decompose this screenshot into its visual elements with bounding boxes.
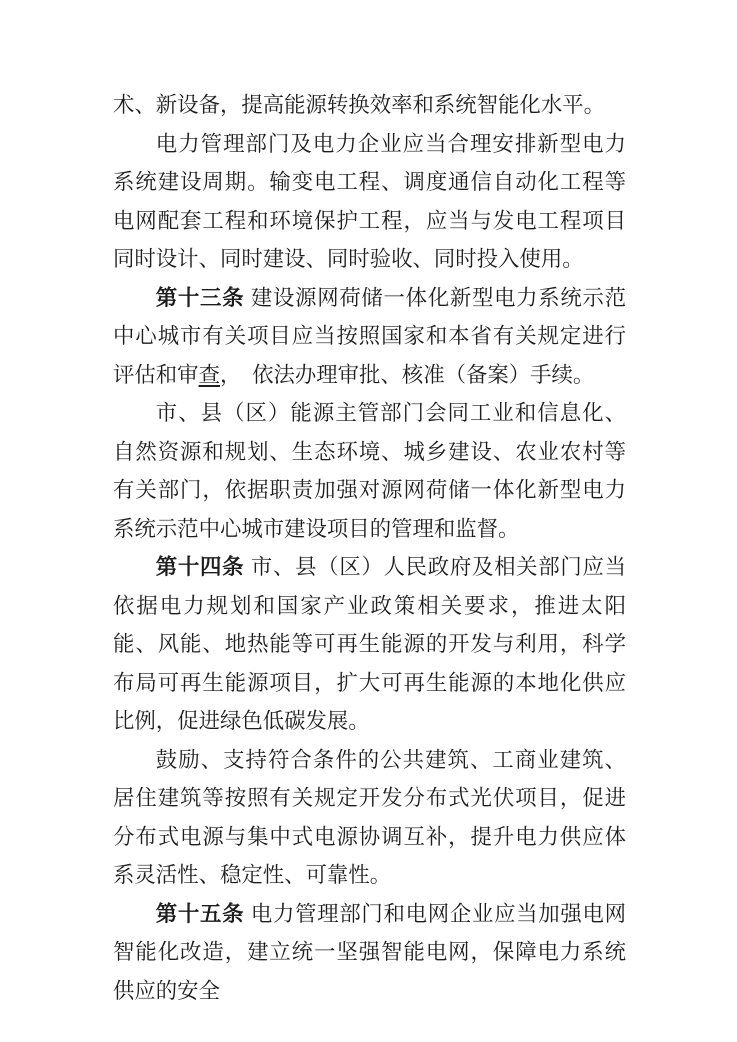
underlined-text: 查 <box>198 362 220 387</box>
article-number: 第十五条 <box>155 901 245 926</box>
paragraph <box>113 394 626 548</box>
document-text <box>113 86 626 1010</box>
article-14-paragraph <box>113 548 626 741</box>
continuation-paragraph <box>113 86 626 125</box>
text-run: ， 依法办理审批、核准（备案）手续。 <box>219 362 595 387</box>
text-run: 建设源网荷储一体化新型电力系统示范中心城市有关项目应当按照国家和本省有关规定进行评估和审 <box>113 285 626 387</box>
text-run: 电力管理部门和电网企业应当加强电网智能化改造，建立统一坚强智能电网，保障电力系统供应的安全 <box>113 901 626 1003</box>
article-number: 第十三条 <box>155 285 245 310</box>
article-number: 第十四条 <box>155 555 245 579</box>
article-13-paragraph <box>113 279 626 395</box>
paragraph <box>113 125 626 279</box>
text-run: 鼓励、支持符合条件的公共建筑、工商业建筑、居住建筑等按照有关规定开发分布式光伏项目，促进分布式电源与集中式电源协调互补，提升电力供应体系灵活性、稳定性、可靠性。 <box>113 747 626 887</box>
text-run: 市、县（区）能源主管部门会同工业和信息化、自然资源和规划、生态环境、城乡建设、农业农村等有关部门，依据职责加强对源网荷储一体化新型电力系统示范中心城市建设项目的管理和监督。 <box>113 401 626 541</box>
paragraph <box>113 741 626 895</box>
text-run: 电力管理部门及电力企业应当合理安排新型电力系统建设周期。输变电工程、调度通信自动化工程等电网配套工程和环境保护工程，应当与发电工程项目同时设计、同时建设、同时验收、同时投入使用。 <box>113 131 626 271</box>
text-run: 术、新设备，提高能源转换效率和系统智能化水平。 <box>113 93 605 117</box>
text-run: 市、县（区）人民政府及相关部门应当依据电力规划和国家产业政策相关要求，推进太阳能、风能、地热能等可再生能源的开发与利用，科学布局可再生能源项目，扩大可再生能源的本地化供应比例，促进绿色低碳发展。 <box>113 555 626 733</box>
article-15-paragraph <box>113 895 626 1011</box>
